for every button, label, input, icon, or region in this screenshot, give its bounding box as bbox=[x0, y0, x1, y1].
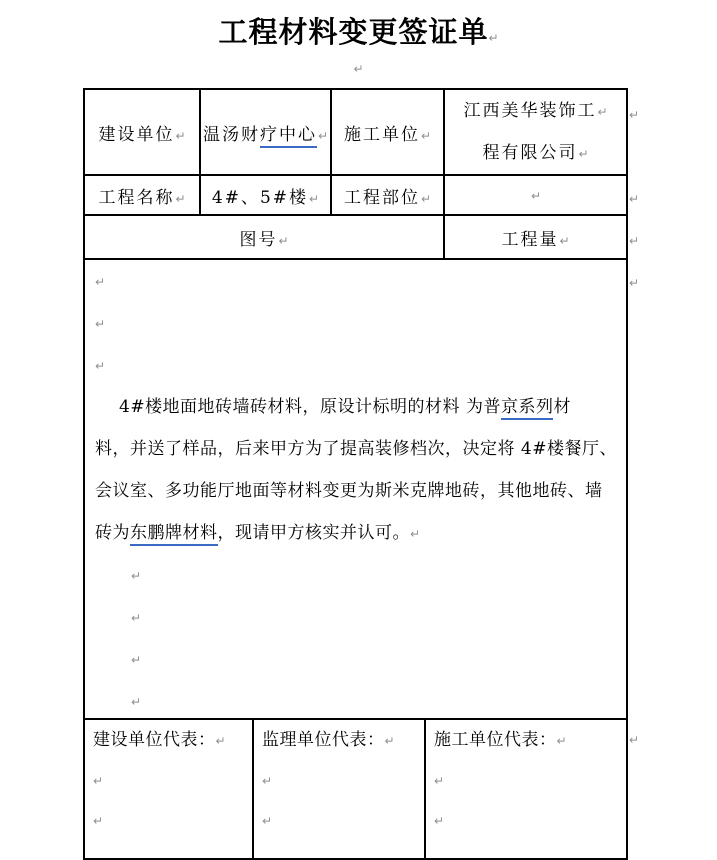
paragraph-mark-icon: ↵ bbox=[629, 108, 640, 122]
signature-label-line bbox=[434, 720, 618, 760]
contractor-value-text2: 程有限公司 bbox=[482, 143, 578, 163]
paragraph-mark-icon: ↵ bbox=[597, 105, 608, 119]
paragraph-mark-icon: ↵ bbox=[175, 128, 186, 143]
drawing-no-label: 图号 bbox=[239, 229, 278, 250]
paragraph-mark-icon: ↵ bbox=[262, 814, 273, 828]
quantity-label: 工程量 bbox=[501, 229, 559, 250]
paragraph-mark-icon: ↵ bbox=[317, 128, 329, 143]
owner-value-underlined-text: 疗中心 bbox=[260, 125, 317, 148]
page-title bbox=[0, 10, 717, 51]
contractor-value-line2 bbox=[445, 132, 626, 174]
paragraph-mark-icon: ↵ bbox=[578, 147, 589, 161]
owner-label: 建设单位 bbox=[98, 124, 175, 145]
empty-line bbox=[95, 596, 616, 638]
body-underlined-text: 京系列 bbox=[501, 397, 554, 420]
paragraph-mark-icon: ↵ bbox=[384, 734, 395, 748]
body-text: 材 bbox=[553, 397, 571, 417]
body-underlined-text: 东鹏牌材料 bbox=[130, 523, 218, 546]
cell-project-name-value[interactable] bbox=[200, 175, 331, 215]
cell-change-description[interactable] bbox=[84, 259, 627, 719]
project-part-label: 工程部位 bbox=[343, 187, 420, 208]
paragraph-mark-icon: ↵ bbox=[215, 734, 226, 748]
empty-line bbox=[262, 760, 416, 800]
paragraph-line-4 bbox=[95, 512, 616, 554]
paragraph-mark-icon: ↵ bbox=[131, 569, 142, 583]
table-row bbox=[84, 719, 627, 859]
paragraph-mark-icon: ↵ bbox=[278, 233, 289, 248]
owner-rep-label: 建设单位代表： bbox=[93, 730, 216, 750]
table-row bbox=[84, 175, 627, 215]
empty-line bbox=[95, 638, 616, 680]
cell-project-part-value[interactable] bbox=[444, 175, 627, 215]
paragraph-mark-icon: ↵ bbox=[93, 814, 104, 828]
paragraph-mark-icon: ↵ bbox=[309, 191, 320, 206]
end-of-row-mark-icon bbox=[629, 104, 639, 123]
table-row bbox=[84, 215, 627, 259]
form-table bbox=[83, 88, 628, 720]
project-name-value-text: 4#、5#楼 bbox=[211, 187, 309, 208]
contractor-value-line1 bbox=[445, 90, 626, 132]
contractor-label: 施工单位 bbox=[343, 124, 420, 145]
empty-line bbox=[95, 554, 616, 596]
cell-supervisor-representative[interactable] bbox=[253, 719, 425, 859]
empty-line bbox=[262, 800, 416, 840]
empty-line bbox=[434, 800, 618, 840]
empty-paragraph bbox=[0, 58, 717, 77]
contractor-rep-label: 施工单位代表： bbox=[434, 730, 557, 750]
paragraph-mark-icon: ↵ bbox=[434, 774, 445, 788]
cell-contractor-representative[interactable] bbox=[425, 719, 627, 859]
empty-line bbox=[434, 760, 618, 800]
paragraph-mark-icon: ↵ bbox=[629, 276, 640, 290]
cell-label-drawing-no[interactable] bbox=[84, 215, 444, 259]
paragraph-mark-icon: ↵ bbox=[95, 359, 106, 373]
empty-line bbox=[95, 302, 616, 344]
cell-label-project-part[interactable] bbox=[331, 175, 444, 215]
paragraph-mark-icon: ↵ bbox=[488, 31, 499, 45]
empty-line bbox=[93, 800, 244, 840]
paragraph-mark-icon: ↵ bbox=[131, 653, 142, 667]
paragraph-mark-icon: ↵ bbox=[175, 191, 186, 206]
owner-representative-content bbox=[85, 720, 252, 856]
supervisor-representative-content bbox=[254, 720, 424, 856]
paragraph-mark-icon: ↵ bbox=[95, 275, 106, 289]
end-of-row-mark-icon bbox=[629, 230, 639, 249]
paragraph-mark-icon: ↵ bbox=[559, 233, 570, 248]
supervisor-rep-label: 监理单位代表： bbox=[262, 730, 385, 750]
body-text: 料，并送了样品，后来甲方为了提高装修档次，决定将 4#楼餐厅、 bbox=[95, 439, 617, 459]
empty-line bbox=[95, 260, 616, 302]
body-text: 砖为 bbox=[95, 523, 130, 543]
cell-label-owner[interactable] bbox=[84, 89, 200, 175]
cell-label-quantity[interactable] bbox=[444, 215, 627, 259]
body-text: ，现请甲方核实并认可。 bbox=[217, 523, 410, 543]
owner-value-text: 温汤财 bbox=[202, 124, 260, 145]
paragraph-mark-icon: ↵ bbox=[629, 192, 640, 206]
end-of-row-mark-icon bbox=[629, 188, 639, 207]
paragraph-mark-icon: ↵ bbox=[420, 191, 432, 206]
empty-line bbox=[95, 680, 616, 722]
page-title-text: 工程材料变更签证单 bbox=[218, 15, 489, 49]
paragraph-mark-icon: ↵ bbox=[420, 128, 432, 143]
paragraph-line-1 bbox=[95, 386, 616, 428]
paragraph-mark-icon: ↵ bbox=[353, 62, 364, 76]
project-name-label: 工程名称 bbox=[98, 187, 175, 208]
paragraph-mark-icon: ↵ bbox=[530, 189, 542, 203]
cell-owner-value[interactable] bbox=[200, 89, 331, 175]
paragraph-mark-icon: ↵ bbox=[131, 695, 142, 709]
change-description-content bbox=[85, 260, 626, 716]
signature-table bbox=[83, 718, 628, 860]
paragraph-mark-icon: ↵ bbox=[629, 234, 640, 248]
paragraph-mark-icon: ↵ bbox=[262, 774, 273, 788]
contractor-value-text1: 江西美华装饰工 bbox=[463, 101, 597, 121]
paragraph-line-2 bbox=[95, 428, 616, 470]
paragraph-line-3 bbox=[95, 470, 616, 512]
cell-owner-representative[interactable] bbox=[84, 719, 253, 859]
end-of-row-mark-icon bbox=[629, 729, 639, 748]
contractor-representative-content bbox=[426, 720, 626, 856]
paragraph-mark-icon: ↵ bbox=[93, 774, 104, 788]
cell-contractor-value[interactable] bbox=[444, 89, 627, 175]
end-of-row-mark-icon bbox=[629, 272, 639, 291]
table-row bbox=[84, 89, 627, 175]
paragraph-mark-icon: ↵ bbox=[95, 317, 106, 331]
paragraph-mark-icon: ↵ bbox=[131, 611, 142, 625]
paragraph-mark-icon: ↵ bbox=[556, 734, 567, 748]
cell-label-project-name[interactable] bbox=[84, 175, 200, 215]
paragraph-mark-icon: ↵ bbox=[629, 733, 640, 747]
empty-line bbox=[93, 760, 244, 800]
signature-label-line bbox=[93, 720, 244, 760]
empty-line bbox=[95, 344, 616, 386]
paragraph-mark-icon: ↵ bbox=[410, 527, 421, 541]
signature-label-line bbox=[262, 720, 416, 760]
cell-label-contractor[interactable] bbox=[331, 89, 444, 175]
paragraph-mark-icon: ↵ bbox=[434, 814, 445, 828]
body-text: 4#楼地面地砖墙砖材料，原设计标明的材料 为普 bbox=[119, 397, 501, 417]
body-text: 会议室、多功能厅地面等材料变更为斯米克牌地砖，其他地砖、墙 bbox=[95, 481, 603, 501]
table-row bbox=[84, 259, 627, 719]
